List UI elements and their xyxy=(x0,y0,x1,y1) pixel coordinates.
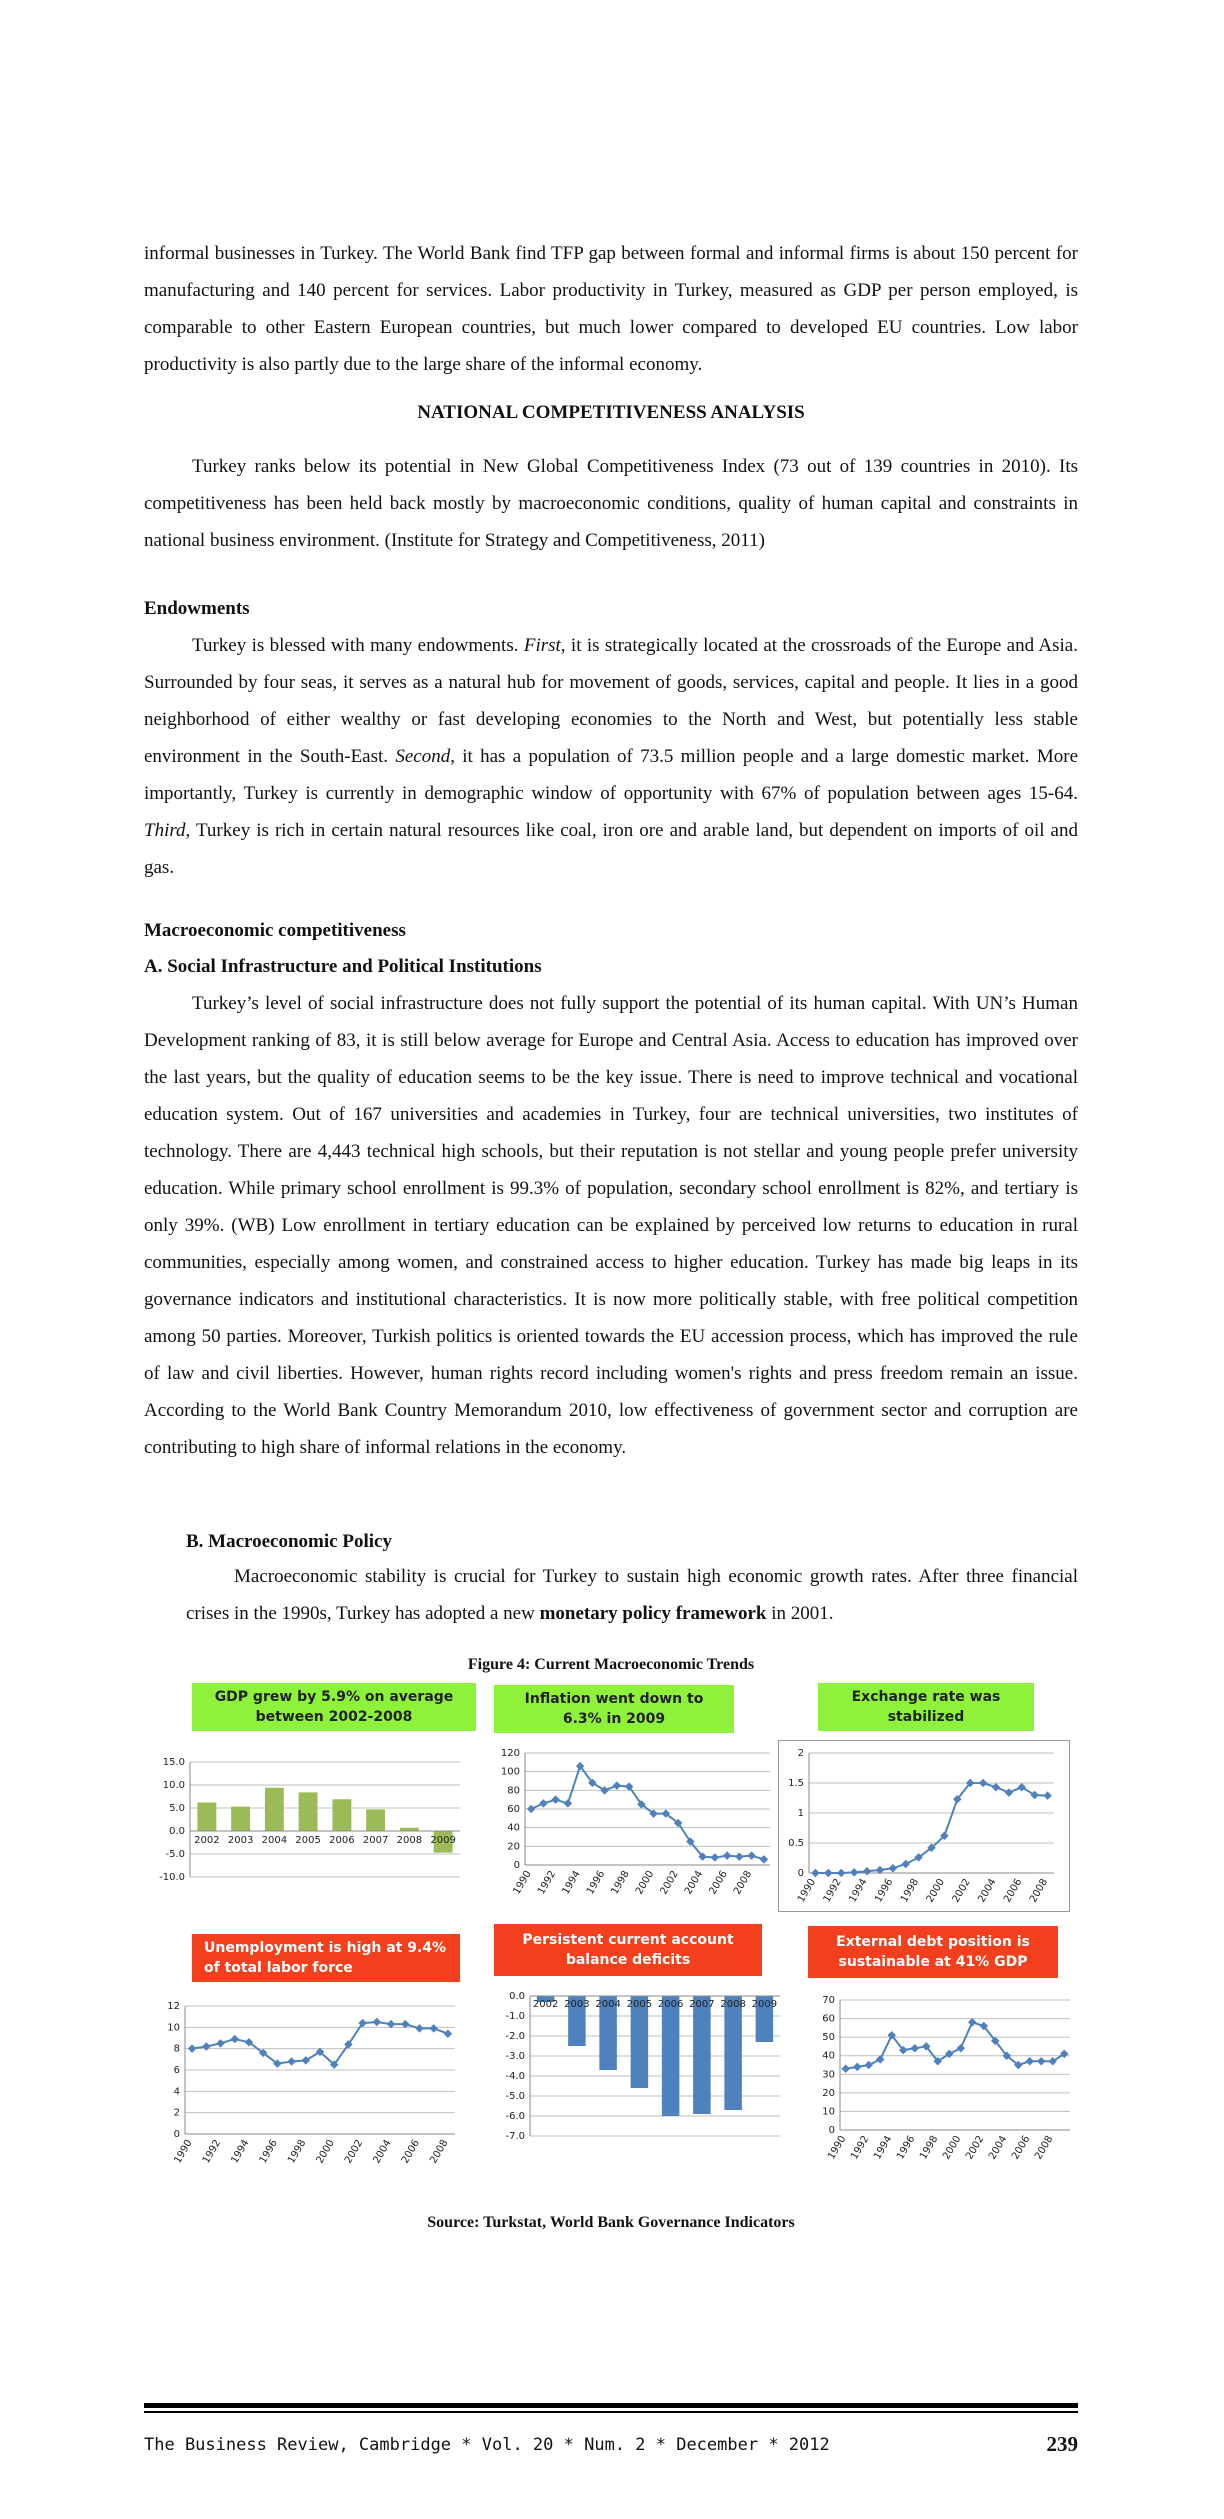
figure-source: Source: Turkstat, World Bank Governance Indicators xyxy=(427,2214,795,2231)
x-tick-label: 1992 xyxy=(200,2138,224,2166)
x-tick-label: 2004 xyxy=(595,1999,621,2010)
y-tick-label: 20 xyxy=(507,1841,520,1853)
caption-current-account: Persistent current account balance deficits xyxy=(494,1924,762,1976)
data-point xyxy=(842,2064,850,2072)
x-tick-label: 1990 xyxy=(511,1869,534,1897)
y-tick-label: 40 xyxy=(822,2050,835,2062)
bar xyxy=(197,1802,216,1831)
x-tick-label: 2009 xyxy=(751,1999,778,2010)
data-point xyxy=(992,1783,1000,1791)
y-tick-label: 60 xyxy=(507,1804,520,1815)
x-tick-label: 2006 xyxy=(1002,1877,1025,1905)
y-tick-label: 40 xyxy=(507,1822,520,1834)
chart-unemployment xyxy=(150,1996,470,2176)
x-tick-label: 2004 xyxy=(976,1877,999,1905)
x-tick-label: 1996 xyxy=(873,1877,896,1905)
x-tick-label: 2002 xyxy=(342,2138,366,2166)
y-tick-label: 0 xyxy=(513,1860,520,1871)
y-tick-label: 0 xyxy=(828,2125,835,2136)
x-tick-label: 2002 xyxy=(532,1999,559,2010)
x-tick-label: 2006 xyxy=(657,1999,684,2010)
x-tick-label: 2007 xyxy=(689,1999,715,2010)
y-tick-label: 10.0 xyxy=(162,1780,185,1791)
paragraph-endowments xyxy=(144,627,1078,886)
y-tick-label: 6 xyxy=(173,2065,180,2076)
data-point xyxy=(613,1781,621,1789)
bar xyxy=(366,1809,385,1831)
data-point xyxy=(889,1864,897,1872)
subheading-endowments: Endowments xyxy=(144,598,250,619)
subheading-section-a: A. Social Infrastructure and Political Institutions xyxy=(144,956,542,977)
data-point xyxy=(837,1869,845,1877)
y-tick-label: -1.0 xyxy=(505,2011,525,2022)
figure-title: Figure 4: Current Macroeconomic Trends xyxy=(467,1656,755,1673)
data-point xyxy=(735,1852,743,1860)
x-tick-label: 2004 xyxy=(987,2134,1010,2162)
subheading-section-b: B. Macroeconomic Policy xyxy=(186,1531,392,1552)
data-point xyxy=(850,1868,858,1876)
x-tick-label: 2004 xyxy=(261,1835,288,1846)
x-tick-label: 2000 xyxy=(633,1869,657,1897)
paragraph-competitiveness: Turkey ranks below its potential in New Global Competitiveness Index (73 out of 139 countries in 2010). Its competitiveness has been held back mostly by macroeconomic conditions, quality of human capital and constraints in national business environment. (Institute for Strategy and Competitiveness, 2011) xyxy=(144,456,1078,551)
x-tick-label: 1998 xyxy=(286,2138,309,2166)
chart-current-account xyxy=(490,1990,790,2150)
data-point xyxy=(429,2024,437,2032)
y-tick-label: 8 xyxy=(173,2043,180,2055)
macro-policy-text-end: in 2001. xyxy=(766,1603,834,1624)
x-tick-label: 2002 xyxy=(194,1835,220,1846)
x-tick-label: 2005 xyxy=(626,1999,653,2010)
chart-external-debt xyxy=(810,1990,1080,2190)
data-point xyxy=(1043,1791,1051,1799)
y-tick-label: 5.0 xyxy=(169,1803,185,1814)
x-tick-label: 2000 xyxy=(941,2134,964,2162)
x-tick-label: 2008 xyxy=(731,1869,755,1897)
x-tick-label: 2007 xyxy=(362,1835,389,1846)
paragraph-macro-policy xyxy=(186,1558,1078,1632)
y-tick-label: 60 xyxy=(822,2013,835,2025)
data-point xyxy=(216,2039,224,2047)
data-point xyxy=(1005,1788,1013,1796)
x-tick-label: 2002 xyxy=(658,1869,681,1897)
data-point xyxy=(527,1805,535,1813)
subheading-macro-competitiveness: Macroeconomic competitiveness xyxy=(144,920,406,941)
data-point xyxy=(373,2018,381,2026)
x-tick-label: 2004 xyxy=(682,1869,706,1897)
x-tick-label: 2006 xyxy=(707,1869,730,1897)
section-heading-national-competitiveness: NATIONAL COMPETITIVENESS ANALYSIS xyxy=(417,402,805,423)
data-point xyxy=(1030,1791,1038,1799)
bar xyxy=(332,1799,351,1831)
x-tick-label: 1990 xyxy=(795,1877,819,1905)
data-point xyxy=(863,1867,871,1875)
data-point xyxy=(760,1855,768,1863)
data-point xyxy=(876,2055,884,2063)
x-tick-label: 1994 xyxy=(229,2138,252,2166)
y-tick-label: 0.5 xyxy=(788,1838,804,1849)
paragraph-social-infrastructure: Turkey’s level of social infrastructure does not fully support the potential of its human capital. With UN’s Human Development ranking of 83, it is still below average for Europe and Central Asia. Access to education has improved over the last years, but the quality of education seems to be the key issue. There is need to improve technical and vocational education system. Out of 167 universities and academies in Turkey, four are technical universities, two institutes of technology. There are 4,443 technical high schools, but their reputation is not stellar and young people prefer university education. While primary school enrollment is 99.3% of population, secondary school enrollment is 82%, and tertiary is only 39%. (WB) Low enrollment in tertiary education can be explained by perceived low returns to education in rural communities, especially among women, and constrained access to higher education. Turkey has made big leaps in its governance indicators and institutional characteristics. It is now more politically stable, with free political competition among 50 parties. Moreover, Turkish politics is oriented towards the EU accession process, which has improved the rule of law and civil liberties. However, human rights record including women's rights and press freedom remain an issue. According to the World Bank Country Memorandum 2010, low effectiveness of government sector and corruption are contributing to high share of informal relations in the economy. xyxy=(144,993,1078,1458)
x-tick-label: 2003 xyxy=(564,1999,590,2010)
chart-exchange xyxy=(778,1740,1070,1912)
x-tick-label: 2004 xyxy=(371,2138,394,2166)
y-tick-label: 70 xyxy=(822,1995,835,2006)
data-point xyxy=(968,2018,976,2026)
x-tick-label: 1994 xyxy=(560,1869,583,1897)
chart-gdp xyxy=(150,1752,470,1892)
y-tick-label: 0.0 xyxy=(169,1826,185,1837)
y-tick-label: 15.0 xyxy=(162,1757,185,1768)
data-point xyxy=(444,2029,452,2037)
x-tick-label: 1994 xyxy=(872,2134,895,2162)
caption-inflation: Inflation went down to 6.3% in 2009 xyxy=(494,1685,734,1733)
y-tick-label: -10.0 xyxy=(159,1872,185,1883)
x-tick-label: 1996 xyxy=(584,1869,608,1897)
x-tick-label: 2008 xyxy=(428,2138,451,2166)
data-point xyxy=(957,2044,965,2052)
y-tick-label: -2.0 xyxy=(505,2031,525,2042)
x-tick-label: 2000 xyxy=(314,2138,337,2166)
x-tick-label: 1990 xyxy=(826,2134,849,2162)
bar xyxy=(265,1788,284,1831)
x-tick-label: 2005 xyxy=(295,1835,321,1846)
y-tick-label: -6.0 xyxy=(505,2111,525,2122)
series-line xyxy=(815,1783,1047,1873)
y-tick-label: 12 xyxy=(167,2001,180,2012)
paragraph-intro: informal businesses in Turkey. The World Bank find TFP gap between formal and informal firms is about 150 percent for manufacturing and 140 percent for services. Labor productivity in Turkey, measured as GDP per person employed, is comparable to other Eastern European countries, but much lower compared to developed EU countries. Low labor productivity is also partly due to the large share of the informal economy. xyxy=(144,243,1078,375)
y-tick-label: 10 xyxy=(822,2106,835,2118)
x-tick-label: 1996 xyxy=(895,2134,918,2162)
data-point xyxy=(723,1851,731,1859)
data-point xyxy=(979,1779,987,1787)
footer-rule-thick xyxy=(144,2403,1078,2408)
y-tick-label: 0 xyxy=(797,1868,804,1879)
data-point xyxy=(824,1869,832,1877)
footer-journal: The Business Review, Cambridge * Vol. 20 * Num. 2 * December * 2012 xyxy=(144,2435,830,2455)
y-tick-label: 20 xyxy=(822,2087,835,2099)
y-tick-label: 1 xyxy=(797,1808,804,1819)
bar xyxy=(231,1807,250,1831)
macro-policy-bold: monetary policy framework xyxy=(539,1603,767,1624)
data-point xyxy=(911,2044,919,2052)
data-point xyxy=(853,2063,861,2071)
x-tick-label: 1992 xyxy=(535,1869,559,1897)
data-point xyxy=(188,2044,196,2052)
y-tick-label: 4 xyxy=(173,2086,180,2098)
endowments-text: Turkey is blessed with many endowments. First, it is strategically located at the crossroads of the Europe and Asia. Surrounded by four seas, it serves as a natural hub for movement of goods, services, capital and people. It lies in a good neighborhood of either wealthy or fast developing economies to the North and West, but potentially less stable environment in the South-East. Second, it has a population of 73.5 million people and a large domestic market. More importantly, Turkey is currently in demographic window of opportunity with 67% of population between ages 15-64. Third, Turkey is rich in certain natural resources like coal, iron ore and arable land, but dependent on imports of oil and gas. xyxy=(144,635,1078,878)
x-tick-label: 2006 xyxy=(1010,2134,1033,2162)
y-tick-label: -5.0 xyxy=(505,2091,525,2102)
y-tick-label: 1.5 xyxy=(788,1778,804,1789)
x-tick-label: 1996 xyxy=(257,2138,280,2166)
data-point xyxy=(230,2035,238,2043)
y-tick-label: 0 xyxy=(173,2129,180,2140)
data-point xyxy=(415,2024,423,2032)
series-line xyxy=(531,1766,764,1859)
bar xyxy=(693,1996,711,2114)
x-tick-label: 2008 xyxy=(720,1999,746,2010)
series-line xyxy=(192,2022,448,2065)
bar xyxy=(299,1792,318,1831)
data-point xyxy=(747,1851,755,1859)
data-point xyxy=(202,2042,210,2050)
x-tick-label: 2008 xyxy=(1027,1877,1051,1905)
y-tick-label: 120 xyxy=(500,1748,520,1759)
x-tick-label: 1998 xyxy=(898,1877,922,1905)
x-tick-label: 2002 xyxy=(950,1877,973,1905)
caption-unemployment: Unemployment is high at 9.4% of total labor force xyxy=(192,1934,460,1982)
data-point xyxy=(711,1853,719,1861)
caption-external-debt: External debt position is sustainable at 41% GDP xyxy=(808,1926,1058,1978)
page-number: 239 xyxy=(1046,2432,1078,2456)
x-tick-label: 2006 xyxy=(329,1835,355,1846)
data-point xyxy=(551,1795,559,1803)
x-tick-label: 1994 xyxy=(847,1877,870,1905)
x-tick-label: 2003 xyxy=(227,1835,254,1846)
bar xyxy=(662,1996,680,2116)
x-tick-label: 2008 xyxy=(396,1835,423,1846)
chart-inflation xyxy=(490,1745,780,1905)
y-tick-label: -5.0 xyxy=(165,1849,185,1860)
data-point xyxy=(564,1799,572,1807)
data-point xyxy=(287,2057,295,2065)
x-tick-label: 2002 xyxy=(964,2134,987,2162)
x-tick-label: 2000 xyxy=(924,1877,947,1905)
data-point xyxy=(1026,2057,1034,2065)
data-point xyxy=(302,2056,310,2064)
x-tick-label: 2008 xyxy=(1033,2134,1056,2162)
data-point xyxy=(1037,2057,1045,2065)
y-tick-label: 80 xyxy=(507,1785,520,1797)
y-tick-label: -4.0 xyxy=(505,2071,525,2082)
caption-exchange: Exchange rate was stabilized xyxy=(818,1683,1034,1731)
x-tick-label: 1990 xyxy=(172,2138,195,2166)
data-point xyxy=(539,1799,547,1807)
y-tick-label: -3.0 xyxy=(505,2051,525,2062)
x-tick-label: 2009 xyxy=(430,1835,456,1846)
caption-gdp: GDP grew by 5.9% on average between 2002-2008 xyxy=(192,1683,476,1731)
data-point xyxy=(901,1860,909,1868)
y-tick-label: 2 xyxy=(797,1748,804,1759)
x-tick-label: 1992 xyxy=(821,1877,844,1905)
data-point xyxy=(811,1869,819,1877)
bar xyxy=(724,1996,742,2110)
data-point xyxy=(1018,1783,1026,1791)
x-tick-label: 2006 xyxy=(399,2138,423,2166)
y-tick-label: 100 xyxy=(500,1766,520,1778)
data-point xyxy=(865,2061,873,2069)
y-tick-label: 0.0 xyxy=(509,1991,525,2002)
y-tick-label: 50 xyxy=(822,2032,835,2044)
y-tick-label: -7.0 xyxy=(505,2131,525,2142)
y-tick-label: 10 xyxy=(167,2022,180,2034)
x-tick-label: 1998 xyxy=(609,1869,632,1897)
footer-rule-thin xyxy=(144,2411,1078,2413)
macro-policy-text: Macroeconomic stability is crucial for Turkey to sustain high economic growth rates. After three financial crises in the 1990s, Turkey has adopted a new xyxy=(186,1566,1078,1624)
x-tick-label: 1998 xyxy=(918,2134,941,2162)
y-tick-label: 30 xyxy=(822,2069,835,2081)
y-tick-label: 2 xyxy=(173,2107,180,2119)
x-tick-label: 1992 xyxy=(849,2134,872,2162)
